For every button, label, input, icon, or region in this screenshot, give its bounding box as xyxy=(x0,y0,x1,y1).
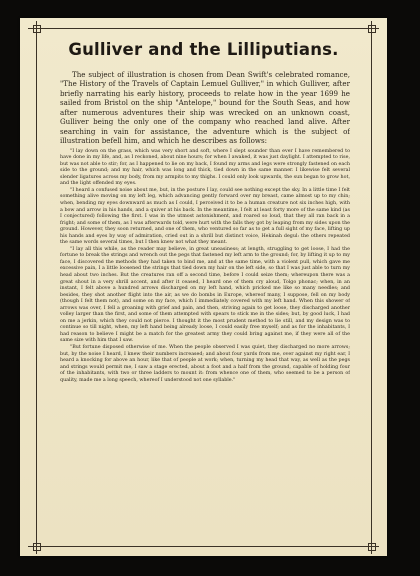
top-right-corner-ornament xyxy=(368,25,376,33)
left-border-rule xyxy=(36,21,37,554)
bottom-right-corner-ornament xyxy=(368,543,376,551)
quote-paragraph: "I lay down on the grass, which was very short and soft, where I slept sounder than ever I have remembered to have done in my life, and, as I reckoned, about nine hours; for when I awaked, it was just daylight. I attempted to rise, but was not able to stir; for, as I happened to lie on my back, I found my arms and legs were strongly fastened on each side to the ground; and my hair, which was long and thick, tied down in the same manner. I likewise felt several slender ligatures across my body, from my armpits to my thighs. I could only look upwards, the sun began to grow hot, and the light offended my eyes. xyxy=(60,148,350,187)
bottom-left-corner-ornament xyxy=(33,543,41,551)
quote-paragraph: "I heard a confused noise about me, but, in the posture I lay, could see nothing except the sky. In a little time I felt something alive moving on my left leg, which advancing gently forward over my breast, came almost up to my chin; when, bending my eyes downward as much as I could, I perceived it to be a human creature not six inches high, with a bow and arrow in his hands, and a quiver at his back. In the meantime, I felt at least forty more of the same kind (as I conjectured) following the first. I was in the utmost astonishment, and roared so loud, that they all ran back in a fright; and some of them, as I was afterwards told, were hurt with the falls they got by leaping from my sides upon the ground. However, they soon returned, and one of them, who ventured so far as to get a full sight of my face, lifting up his hands and eyes by way of admiration, cried out in a shrill but distinct voice, Hekinah degul: the others repeated the same words several times, but I then knew not what they meant. xyxy=(60,187,350,246)
page-title: Gulliver and the Lilliputians. xyxy=(68,40,339,59)
document-card xyxy=(20,18,387,556)
bottom-border-rule xyxy=(28,546,379,547)
right-border-rule xyxy=(371,21,372,554)
quote-paragraph: "But fortune disposed otherwise of me. When the people observed I was quiet, they discharged no more arrows; but, by the noise I heard, I knew their numbers increased; and about four yards from me, over against my right ear, I heard a knocking for above an hour, like that of people at work; when, turning my head that way, as well as the pegs and strings would permit me, I saw a stage erected, about a foot and a half from the ground, capable of holding four of the inhabitants, with two or three ladders to mount it: from whence one of them, who seemed to be a person of quality, made me a long speech, whereof I understood not one syllable." xyxy=(60,345,350,383)
top-left-corner-ornament xyxy=(33,25,41,33)
quote-paragraph: "I lay all this while, as the reader may believe, in great uneasiness; at length, struggling to get loose, I had the fortune to break the strings and wrench out the pegs that fastened my left arm to the ground; for, by lifting it up to my face, I discovered the methods they had taken to bind me, and at the same time, with a violent pull, which gave me excessive pain, I a little loosened the strings that tied down my hair on the left side, so that I was just able to turn my head about two inches. But the creatures ran off a second time, before I could seize them; whereupon there was a great shout in a very shrill accent, and after it ceased, I heard one of them cry aloud, Tolgo phonac; when, in an instant, I felt above a hundred arrows discharged on my left hand, which pricked me like so many needles; and besides, they shot another flight into the air, as we do bombs in Europe, whereof many, I suppose, fell on my body (though I felt them not), and some on my face, which I immediately covered with my left hand. When this shower of arrows was over, I fell a groaning with grief and pain, and then, striving again to get loose, they discharged another volley larger than the first, and some of them attempted with spears to stick me in the sides; but, by good luck, I had on me a jerkin, which they could not pierce. I thought it the most prudent method to lie still, and my design was to continue so till night, when, my left hand being already loose, I could easily free myself; and as for the inhabitants, I had reason to believe I might be a match for the greatest army they could bring against me, if they were all of the same size with him that I saw. xyxy=(60,246,350,344)
top-border-rule xyxy=(28,28,379,29)
document-body xyxy=(60,70,350,540)
intro-paragraph: The subject of illustration is chosen from Dean Swift's celebrated romance, "The History of the Travels of Captain Lemuel Gulliver," in which Gulliver, after briefly narrating his early history, proceeds to relate how in the year 1699 he sailed from Bristol on the ship "Antelope," bound for the South Seas, and how after numerous adventures their ship was wrecked on an unknown coast, Gulliver being the only one of the company who reached land alive. After searching in vain for assistance, the adventure which is the subject of illustration befell him, and which he describes as follows: xyxy=(60,70,350,146)
